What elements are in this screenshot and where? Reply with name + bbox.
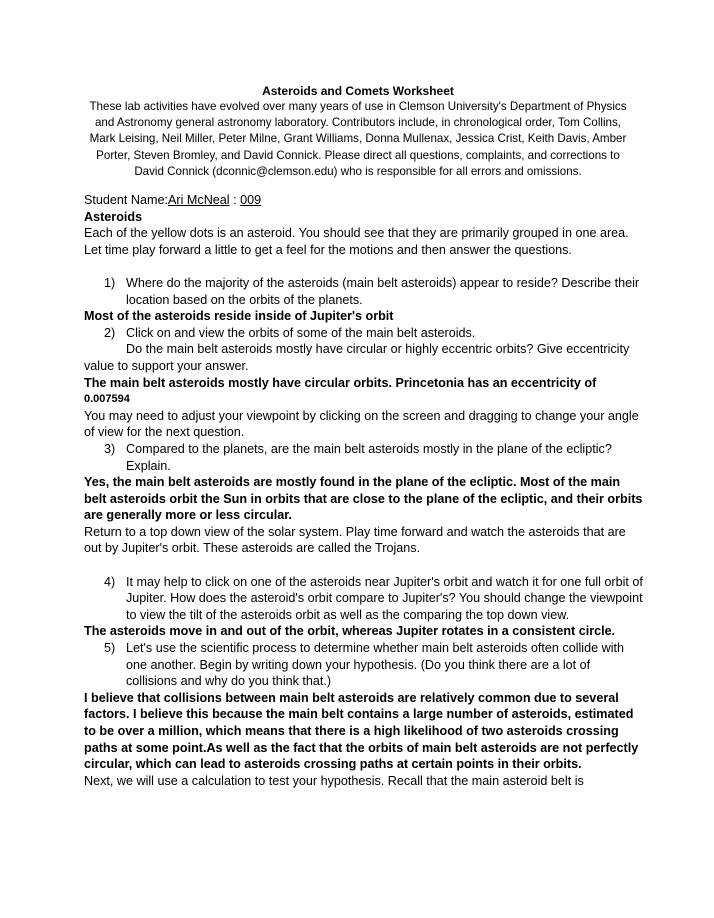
question-3-pretext: You may need to adjust your viewpoint by clicking on the screen and dragging to change your angle of view for the next question. <box>84 408 639 440</box>
student-name-value[interactable]: Ari McNeal <box>168 193 230 207</box>
question-text: Compared to the planets, are the main belt asteroids mostly in the plane of the ecliptic? Explain. <box>126 441 612 473</box>
intro-paragraph: Each of the yellow dots is an asteroid. You should see that they are primarily grouped in one area. Let time play forward a little to get a feel for the motions and then answer the questions. <box>84 226 629 257</box>
worksheet-header <box>84 83 632 180</box>
question-4 <box>84 574 644 624</box>
answer-2-value[interactable]: 0.007594 <box>84 393 130 406</box>
student-name-label: Student Name: <box>84 193 169 207</box>
worksheet-body <box>84 192 644 789</box>
spacer <box>84 258 644 275</box>
student-section-value[interactable]: 009 <box>240 193 262 207</box>
question-5 <box>84 640 644 690</box>
question-number: 3) <box>104 441 116 456</box>
worksheet-credits: These lab activities have evolved over many years of use in Clemson University's Department of Physics and Astronomy general astronomy laboratory. Contributors include, in chronological order, Tom Collins, Mark Leising, Neil Miller, Peter Milne, Grant Williams, Donna Mullenax, Jessica Crist, Keith Davis, Amber Porter, Steven Bromley, and David Connick. Please direct all questions, complaints, and corrections to David Connick (dconnic@clemson.edu) who is responsible for all errors and omissions. <box>89 100 627 178</box>
answer-4[interactable]: The asteroids move in and out of the orbit, whereas Jupiter rotates in a consistent circle. <box>84 624 616 639</box>
worksheet-title: Asteroids and Comets Worksheet <box>262 84 454 98</box>
student-separator: : <box>229 193 241 207</box>
question-number: 5) <box>104 641 116 656</box>
question-3-posttext: Return to a top down view of the solar system. Play time forward and watch the asteroids that are out by Jupiter's orbit. These asteroids are called the Trojans. <box>84 524 626 556</box>
question-text: Where do the majority of the asteroids (main belt asteroids) appear to reside? Describe their location based on the orbits of the planets. <box>126 275 640 307</box>
answer-1[interactable]: Most of the asteroids reside inside of Jupiter's orbit <box>84 309 394 324</box>
answer-5[interactable]: I believe that collisions between main belt asteroids are relatively common due to several factors. I believe this because the main belt contains a large number of asteroids, estimated to be over a million, which means that there is a high likelihood of two asteroids crossing paths at some point.As well as the fact that the orbits of main belt asteroids are not perfectly circular, which can lead to asteroids crossing paths at certain points in their orbits. <box>84 690 639 772</box>
answer-2[interactable]: The main belt asteroids mostly have circular orbits. Princetonia has an eccentricity of <box>84 375 597 390</box>
question-3 <box>84 441 644 474</box>
question-number: 4) <box>104 574 116 589</box>
question-number: 1) <box>104 275 116 290</box>
question-text: It may help to click on one of the asteroids near Jupiter's orbit and watch it for one full orbit of Jupiter. How does the asteroid's orbit compare to Jupiter's? You should change the viewpoint to view the tilt of the asteroids orbit as well as the comparing the top down view. <box>126 574 643 622</box>
question-2 <box>84 325 644 342</box>
question-text: Click on and view the orbits of some of the main belt asteroids. <box>126 325 476 340</box>
answer-3[interactable]: Yes, the main belt asteroids are mostly found in the plane of the ecliptic. Most of the main belt asteroids orbit the Sun in orbits that are close to the plane of the ecliptic, and their orbits are generally more or less circular. <box>84 475 643 523</box>
question-text: Let's use the scientific process to determine whether main belt asteroids often collide with one another. Begin by writing down your hypothesis. (Do you think there are a lot of collisions and why do you think that.) <box>126 641 625 689</box>
question-number: 2) <box>104 325 116 340</box>
question-1 <box>84 275 644 308</box>
question-5-posttext: Next, we will use a calculation to test your hypothesis. Recall that the main asteroid belt is <box>84 773 584 788</box>
question-subtext: Do the main belt asteroids mostly have circular or highly eccentric orbits? Give eccentricity value to support your answer. <box>84 342 630 373</box>
section-heading: Asteroids <box>84 209 143 224</box>
question-2-subtext <box>84 341 644 374</box>
student-name-line <box>84 192 644 209</box>
spacer <box>84 557 644 574</box>
